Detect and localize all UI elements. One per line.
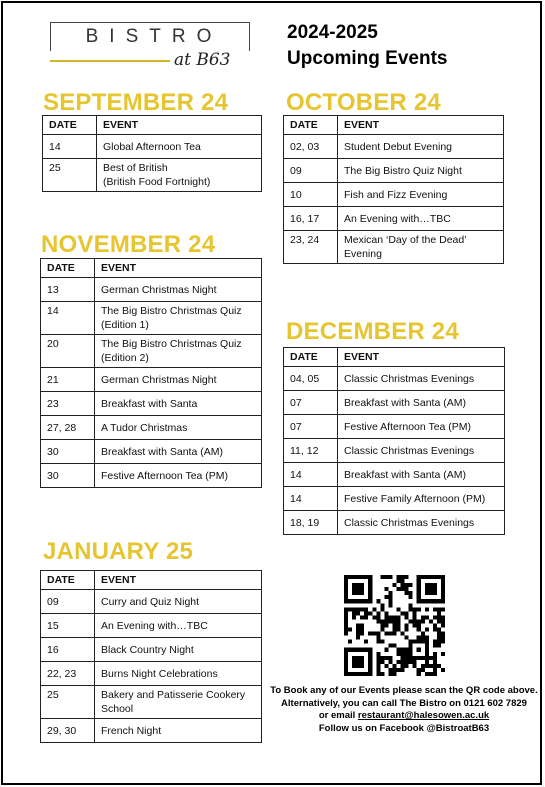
column-header-event: EVENT: [338, 116, 504, 135]
table-row: [284, 415, 505, 439]
event-date: 14: [41, 302, 95, 335]
column-header-date: DATE: [41, 259, 95, 278]
events-table-december: [283, 347, 505, 535]
table-row: [43, 159, 262, 192]
event-name: The Big Bistro Christmas Quiz (Edition 2): [95, 335, 262, 368]
table-header-row: [41, 259, 262, 278]
event-date: 14: [284, 487, 338, 511]
event-date: 23: [41, 392, 95, 416]
event-name: German Christmas Night: [95, 368, 262, 392]
event-name: Classic Christmas Evenings: [338, 439, 505, 463]
bistro-logo: [50, 22, 250, 78]
event-name: Festive Family Afternoon (PM): [338, 487, 505, 511]
event-date: 07: [284, 391, 338, 415]
table-row: [41, 614, 262, 638]
event-name: The Big Bistro Christmas Quiz (Edition 1): [95, 302, 262, 335]
table-row: [41, 302, 262, 335]
booking-line-phone: Alternatively, you can call The Bistro on 0121 602 7829: [281, 697, 527, 709]
events-table-november: [40, 258, 262, 488]
event-name: Global Afternoon Tea: [97, 135, 262, 159]
event-date: 04, 05: [284, 367, 338, 391]
table-row: [41, 662, 262, 686]
event-date: 23, 24: [284, 231, 338, 264]
event-name: An Evening with…TBC: [95, 614, 262, 638]
table-row: [284, 231, 504, 264]
table-row: [41, 416, 262, 440]
table-row: [41, 392, 262, 416]
table-row: [43, 135, 262, 159]
table-row: [41, 278, 262, 302]
event-date: 02, 03: [284, 135, 338, 159]
event-date: 14: [284, 463, 338, 487]
event-name: The Big Bistro Quiz Night: [338, 159, 504, 183]
event-date: 21: [41, 368, 95, 392]
column-header-date: DATE: [284, 116, 338, 135]
column-header-event: EVENT: [338, 348, 505, 367]
month-heading-january: JANUARY 25: [43, 538, 194, 565]
event-name: Breakfast with Santa (AM): [338, 463, 505, 487]
table-row: [284, 183, 504, 207]
event-date: 25: [43, 159, 97, 192]
event-date: 15: [41, 614, 95, 638]
events-poster: [1, 1, 542, 785]
event-name: Breakfast with Santa: [95, 392, 262, 416]
month-heading-november: NOVEMBER 24: [41, 231, 216, 258]
event-name: Burns Night Celebrations: [95, 662, 262, 686]
logo-underline: [50, 60, 170, 62]
column-header-event: EVENT: [95, 571, 262, 590]
event-date: 20: [41, 335, 95, 368]
event-name: An Evening with…TBC: [338, 207, 504, 231]
title-text: Upcoming Events: [287, 48, 448, 69]
column-header-event: EVENT: [97, 116, 262, 135]
event-name: Festive Afternoon Tea (PM): [338, 415, 505, 439]
table-row: [284, 367, 505, 391]
event-name: French Night: [95, 719, 262, 743]
event-name: Student Debut Evening: [338, 135, 504, 159]
booking-line-facebook: Follow us on Facebook @BistroatB63: [318, 722, 490, 734]
table-row: [284, 135, 504, 159]
event-name: Best of British (British Food Fortnight): [97, 159, 262, 192]
event-name: A Tudor Christmas: [95, 416, 262, 440]
events-table-january: [40, 570, 262, 743]
event-date: 16, 17: [284, 207, 338, 231]
event-date: 09: [284, 159, 338, 183]
event-date: 29, 30: [41, 719, 95, 743]
booking-info: [269, 685, 539, 735]
event-name: Mexican ‘Day of the Dead’ Evening: [338, 231, 504, 264]
event-date: 10: [284, 183, 338, 207]
table-header-row: [41, 571, 262, 590]
table-row: [41, 464, 262, 488]
event-name: Bakery and Patisserie Cookery School: [95, 686, 262, 719]
events-table-september: [42, 115, 262, 192]
table-row: [284, 511, 505, 535]
booking-line-scan: To Book any of our Events please scan the QR code above.: [270, 685, 538, 696]
event-name: Black Country Night: [95, 638, 262, 662]
email-link[interactable]: restaurant@halesowen.ac.uk: [357, 710, 490, 722]
booking-qr-code[interactable]: [344, 575, 445, 676]
event-name: Classic Christmas Evenings: [338, 367, 505, 391]
logo-subtitle: at B63: [174, 50, 231, 70]
table-row: [41, 440, 262, 464]
table-row: [284, 463, 505, 487]
event-name: Classic Christmas Evenings: [338, 511, 505, 535]
event-date: 16: [41, 638, 95, 662]
event-name: Breakfast with Santa (AM): [338, 391, 505, 415]
column-header-date: DATE: [43, 116, 97, 135]
table-row: [284, 391, 505, 415]
table-header-row: [43, 116, 262, 135]
month-heading-october: OCTOBER 24: [286, 89, 441, 116]
event-date: 11, 12: [284, 439, 338, 463]
page-title: [287, 20, 447, 72]
logo-wordmark: BISTRO: [85, 26, 223, 47]
event-date: 13: [41, 278, 95, 302]
event-name: German Christmas Night: [95, 278, 262, 302]
title-year: 2024-2025: [287, 22, 378, 43]
table-row: [41, 368, 262, 392]
table-row: [284, 207, 504, 231]
events-table-october: [283, 115, 504, 264]
event-date: 27, 28: [41, 416, 95, 440]
table-row: [284, 487, 505, 511]
event-date: 09: [41, 590, 95, 614]
table-row: [41, 590, 262, 614]
event-name: Curry and Quiz Night: [95, 590, 262, 614]
event-date: 30: [41, 464, 95, 488]
table-header-row: [284, 116, 504, 135]
month-heading-september: SEPTEMBER 24: [43, 89, 229, 116]
event-date: 07: [284, 415, 338, 439]
table-header-row: [284, 348, 505, 367]
table-row: [41, 335, 262, 368]
month-heading-december: DECEMBER 24: [286, 318, 459, 345]
event-date: 25: [41, 686, 95, 719]
column-header-date: DATE: [41, 571, 95, 590]
event-name: Fish and Fizz Evening: [338, 183, 504, 207]
booking-line-email: [269, 710, 539, 723]
event-date: 14: [43, 135, 97, 159]
event-name: Festive Afternoon Tea (PM): [95, 464, 262, 488]
column-header-date: DATE: [284, 348, 338, 367]
event-name: Breakfast with Santa (AM): [95, 440, 262, 464]
event-date: 22, 23: [41, 662, 95, 686]
table-row: [284, 159, 504, 183]
email-prefix: or email: [318, 710, 358, 722]
table-row: [41, 719, 262, 743]
event-date: 18, 19: [284, 511, 338, 535]
table-row: [284, 439, 505, 463]
column-header-event: EVENT: [95, 259, 262, 278]
table-row: [41, 638, 262, 662]
event-date: 30: [41, 440, 95, 464]
table-row: [41, 686, 262, 719]
